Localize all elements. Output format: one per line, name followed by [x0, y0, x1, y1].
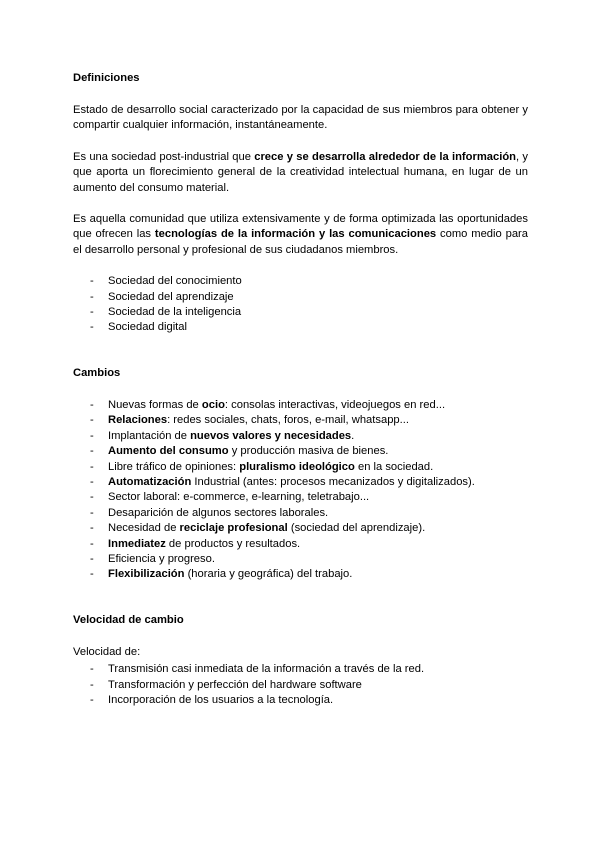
definiciones-paragraph-1: Estado de desarrollo social caracterizado por la capacidad de sus miembros para obtener y compartir cualquier información, instantáneamente. — [73, 104, 528, 132]
list-item — [73, 506, 528, 521]
list-item-text: Transmisión casi inmediata de la información a través de la red. — [108, 663, 425, 676]
item-bold-text: nuevos valores y necesidades — [190, 429, 352, 442]
list-item — [73, 320, 528, 335]
item-text: . — [351, 429, 355, 442]
item-text: de productos y resultados. — [165, 537, 301, 550]
list-item — [73, 290, 528, 305]
definiciones-heading: Definiciones — [73, 72, 140, 84]
bullet-dash: - — [90, 568, 94, 581]
bullet-dash: - — [90, 290, 94, 303]
definiciones-paragraph-3 — [73, 212, 528, 258]
bullet-dash: - — [90, 321, 94, 334]
bullet-dash: - — [90, 429, 94, 442]
bullet-dash: - — [90, 398, 94, 411]
bullet-dash: - — [90, 275, 94, 288]
paragraph-text: como medio para el desarrollo personal y profesional de sus ciudadanos miembros. — [73, 228, 528, 256]
list-item — [73, 305, 528, 320]
list-item — [73, 552, 528, 567]
item-text: Sector laboral: e-commerce, e-learning, teletrabajo... — [108, 491, 370, 504]
bullet-dash: - — [90, 475, 94, 488]
item-text: (sociedad del aprendizaje). — [287, 522, 426, 535]
bullet-dash: - — [90, 506, 94, 519]
item-text: : redes sociales, chats, foros, e-mail, whatsapp... — [167, 414, 409, 427]
item-text: (horaria y geográfica) del trabajo. — [184, 568, 353, 581]
item-bold-text: reciclaje profesional — [179, 522, 288, 535]
item-bold-text: Aumento del consumo — [108, 445, 229, 458]
cambios-heading: Cambios — [73, 366, 121, 379]
item-text: Implantación de — [108, 429, 191, 442]
bullet-dash: - — [90, 537, 94, 550]
list-item — [73, 537, 528, 552]
bullet-dash: - — [90, 663, 94, 676]
list-item-text: Sociedad de la inteligencia — [108, 306, 242, 319]
bullet-dash: - — [90, 693, 94, 706]
list-item — [73, 662, 528, 677]
paragraph-text: Es aquella comunidad que utiliza extensivamente y de forma optimizada las oportunidades que ofrecen las — [73, 213, 528, 241]
item-text: Nuevas formas de — [108, 398, 202, 411]
bullet-dash: - — [90, 414, 94, 427]
content-column — [73, 71, 528, 708]
list-item — [73, 678, 528, 693]
item-text: Eficiencia y progreso. — [108, 552, 215, 565]
item-bold-text: Automatización — [108, 475, 192, 488]
item-bold-text: pluralismo ideológico — [239, 460, 355, 473]
list-item-text: Sociedad digital — [108, 321, 187, 334]
list-item-text: Transformación y perfección del hardware software — [108, 678, 362, 691]
list-item — [73, 460, 528, 475]
bullet-dash: - — [90, 460, 94, 473]
velocidad-heading: Velocidad de cambio — [73, 613, 184, 626]
item-text: Necesidad de — [108, 522, 180, 535]
item-bold-text: Inmediatez — [108, 537, 166, 550]
list-item-text: Sociedad del aprendizaje — [108, 290, 234, 303]
item-text: en la sociedad. — [354, 460, 434, 473]
paragraph-text: Es una sociedad post-industrial que — [73, 150, 255, 163]
item-text: Desaparición de algunos sectores laborales. — [108, 506, 329, 519]
list-item — [73, 398, 528, 413]
definiciones-list — [73, 274, 528, 336]
list-item — [73, 521, 528, 536]
definiciones-paragraph-2 — [73, 150, 528, 196]
bullet-dash: - — [90, 522, 94, 535]
bullet-dash: - — [90, 678, 94, 691]
list-item — [73, 475, 528, 490]
velocidad-lead: Velocidad de: — [73, 645, 141, 658]
bullet-dash: - — [90, 491, 94, 504]
list-item — [73, 567, 528, 582]
item-text: y producción masiva de bienes. — [228, 445, 389, 458]
bullet-dash: - — [90, 552, 94, 565]
item-text: Libre tráfico de opiniones: — [108, 460, 240, 473]
item-bold-text: Relaciones — [108, 414, 168, 427]
list-item — [73, 490, 528, 505]
paragraph-bold-text: tecnologías de la información y las comunicaciones — [154, 228, 437, 241]
velocidad-list — [73, 662, 528, 708]
list-item — [73, 274, 528, 289]
item-text: Industrial (antes: procesos mecanizados y digitalizados). — [191, 475, 475, 488]
paragraph-text: , y que aporta un florecimiento general de la creatividad intelectual humana, en lugar de un aumento del consumo material. — [73, 150, 528, 194]
item-bold-text: ocio — [201, 398, 225, 411]
list-item — [73, 413, 528, 428]
list-item-text: Incorporación de los usuarios a la tecnología. — [108, 693, 334, 706]
bullet-dash: - — [90, 445, 94, 458]
paragraph-bold-text: crece y se desarrolla alrededor de la información — [254, 150, 516, 163]
item-text: : consolas interactivas, videojuegos en red... — [224, 398, 446, 411]
list-item-text: Sociedad del conocimiento — [108, 275, 242, 288]
cambios-list — [73, 398, 528, 583]
list-item — [73, 444, 528, 459]
list-item — [73, 429, 528, 444]
item-bold-text: Flexibilización — [108, 568, 185, 581]
list-item — [73, 693, 528, 708]
bullet-dash: - — [90, 306, 94, 319]
